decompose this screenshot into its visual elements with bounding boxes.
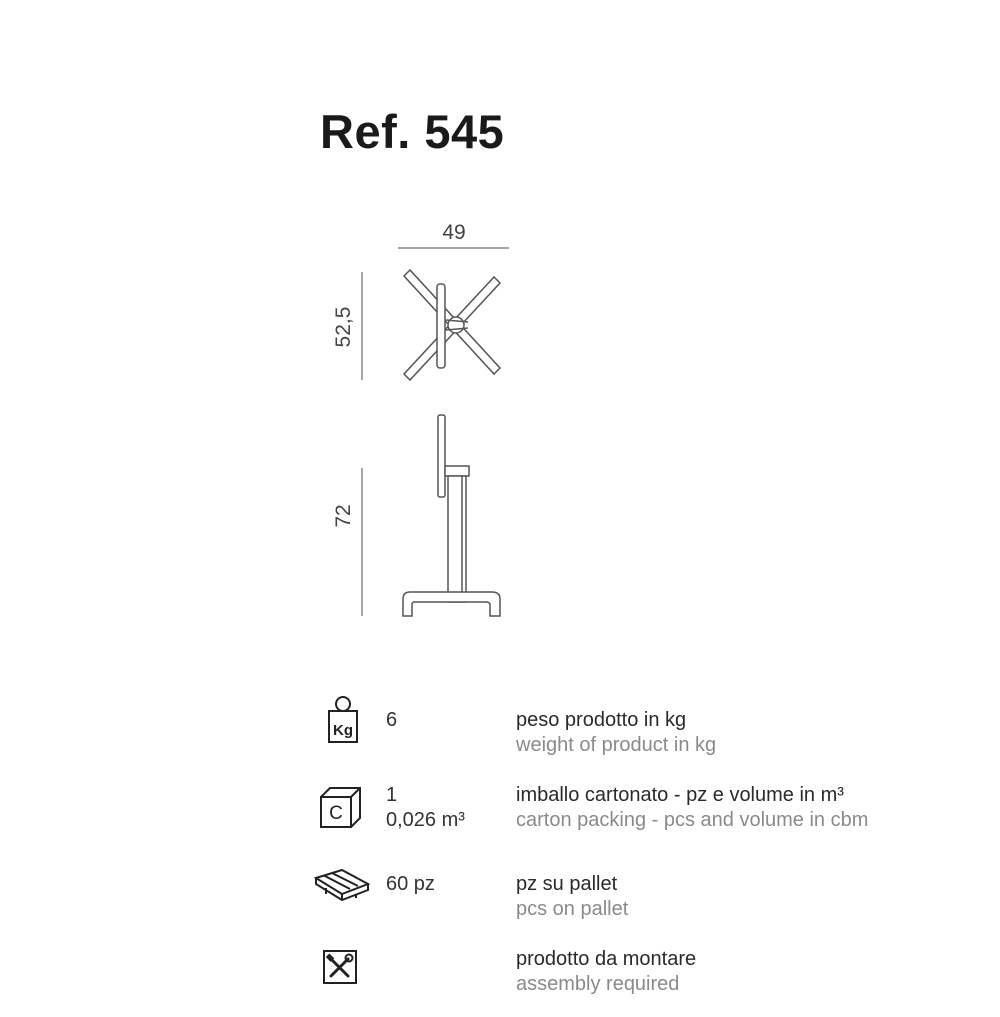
- carton-value-line-2: 0,026 m³: [386, 809, 465, 831]
- weight-value: [386, 708, 397, 733]
- side-view-drawing: [403, 415, 500, 616]
- carton-label: [516, 783, 868, 833]
- weight-icon-label: Kg: [333, 722, 353, 739]
- carton-value: [386, 783, 465, 833]
- assembly-label-en: assembly required: [516, 973, 680, 995]
- carton-box-icon: [312, 779, 372, 839]
- carton-icon-label: C: [329, 803, 343, 824]
- spec-row-pallet: [312, 872, 972, 942]
- pallet-value: [386, 872, 435, 897]
- weight-value-line: 6: [386, 709, 398, 731]
- width-dimension-label: 49: [442, 221, 466, 244]
- assembly-label-it: prodotto da montare: [516, 948, 697, 970]
- pallet-icon: [312, 866, 372, 926]
- weight-label-en: weight of product in kg: [516, 734, 717, 756]
- assembly-label: [516, 947, 696, 997]
- pallet-value-line: 60 pz: [386, 873, 435, 895]
- product-ref-title: Ref. 545: [320, 105, 505, 158]
- pallet-label: [516, 872, 628, 922]
- pallet-label-en: pcs on pallet: [516, 898, 629, 920]
- weight-kg-icon: [312, 694, 372, 754]
- spec-row-weight: [312, 708, 972, 778]
- weight-label-it: peso prodotto in kg: [516, 709, 687, 731]
- height-dimension-label: 72: [332, 504, 355, 528]
- spec-row-carton: [312, 783, 972, 853]
- carton-value-line-1: 1: [386, 784, 398, 806]
- depth-dimension-label: 52,5: [332, 306, 355, 348]
- carton-label-en: carton packing - pcs and volume in cbm: [516, 809, 869, 831]
- assembly-tools-icon: [312, 943, 372, 1003]
- carton-label-it: imballo cartonato - pz e volume in m³: [516, 784, 844, 806]
- top-view-drawing: [404, 270, 500, 380]
- spec-row-assembly: [312, 947, 972, 1017]
- pallet-label-it: pz su pallet: [516, 873, 618, 895]
- weight-label: [516, 708, 716, 758]
